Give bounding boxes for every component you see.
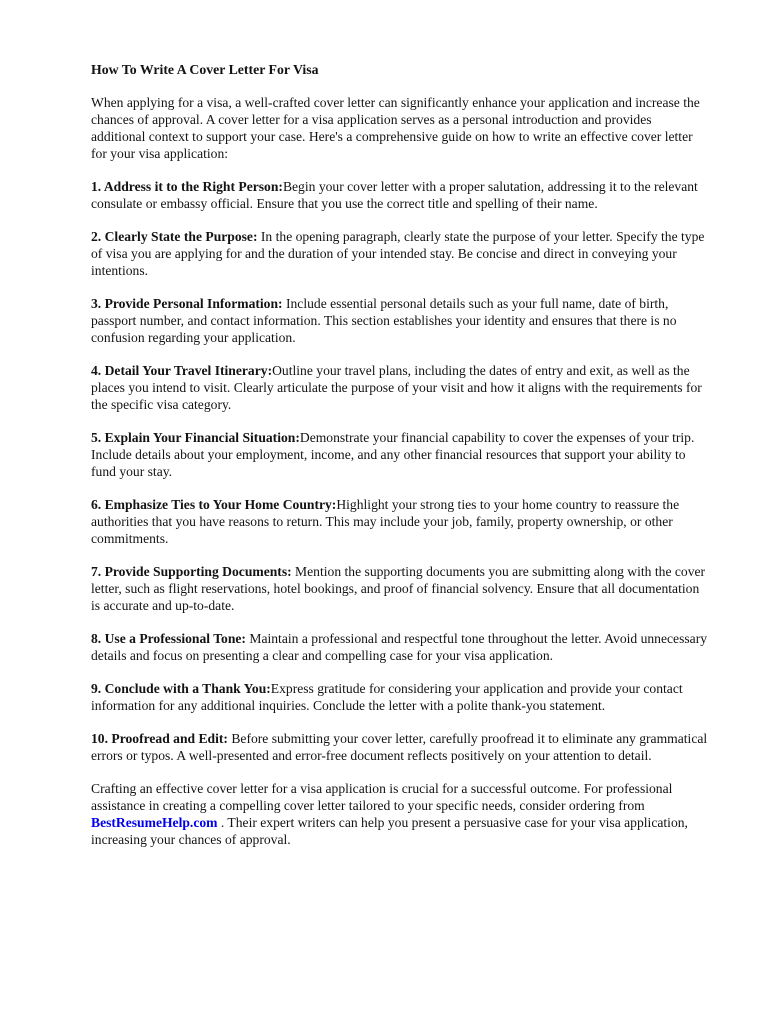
closing-paragraph — [91, 780, 709, 848]
section-paragraph-3 — [91, 295, 709, 346]
section-1-heading: 1. Address it to the Right Person: — [91, 179, 283, 194]
section-paragraph-4 — [91, 362, 709, 413]
section-2-heading: 2. Clearly State the Purpose: — [91, 229, 258, 244]
section-7-heading: 7. Provide Supporting Documents: — [91, 564, 292, 579]
section-9-text: Express gratitude for considering your application and provide your contact information for any additional inquiries. Conclude the letter with a polite thank-you statement. — [91, 681, 683, 713]
section-8-heading: 8. Use a Professional Tone: — [91, 631, 246, 646]
section-5-heading: 5. Explain Your Financial Situation: — [91, 430, 300, 445]
closing-text-before: Crafting an effective cover letter for a visa application is crucial for a successful outcome. For professional assistance in creating a compelling cover letter tailored to your specific needs, consider ordering from — [91, 781, 673, 813]
document-title: How To Write A Cover Letter For Visa — [91, 62, 319, 77]
section-paragraph-7 — [91, 563, 709, 614]
section-10-heading: 10. Proofread and Edit: — [91, 731, 228, 746]
section-10-text: Before submitting your cover letter, carefully proofread it to eliminate any grammatical errors or typos. A well-presented and error-free document reflects positively on your attention to detail. — [91, 731, 708, 763]
closing-text-after: . Their expert writers can help you present a persuasive case for your visa application, increasing your chances of approval. — [91, 815, 688, 847]
section-1-text: Begin your cover letter with a proper salutation, addressing it to the relevant consulate or embassy official. Ensure that you use the correct title and spelling of their name. — [91, 179, 698, 211]
section-6-heading: 6. Emphasize Ties to Your Home Country: — [91, 497, 337, 512]
section-paragraph-6 — [91, 496, 709, 547]
section-paragraph-5 — [91, 429, 709, 480]
section-9-heading: 9. Conclude with a Thank You: — [91, 681, 271, 696]
section-paragraph-10 — [91, 730, 709, 764]
section-6-text: Highlight your strong ties to your home country to reassure the authorities that you have reasons to return. This may include your job, family, property ownership, or other commitments. — [91, 497, 680, 546]
section-paragraph-9 — [91, 680, 709, 714]
section-8-text: Maintain a professional and respectful tone throughout the letter. Avoid unnecessary details and focus on presenting a clear and compelling case for your visa application. — [91, 631, 708, 663]
section-7-text: Mention the supporting documents you are submitting along with the cover letter, such as flight reservations, hotel bookings, and proof of financial solvency. Ensure that all documentation is accurate and up-to-date. — [91, 564, 706, 613]
section-4-text: Outline your travel plans, including the dates of entry and exit, as well as the places you intend to visit. Clearly articulate the purpose of your visit and how it aligns with the requirements for the specific visa category. — [91, 363, 702, 412]
section-3-text: Include essential personal details such as your full name, date of birth, passport number, and contact information. This section establishes your identity and ensures that there is no confusion regarding your application. — [91, 296, 677, 345]
section-4-heading: 4. Detail Your Travel Itinerary: — [91, 363, 273, 378]
section-3-heading: 3. Provide Personal Information: — [91, 296, 283, 311]
section-5-text: Demonstrate your financial capability to cover the expenses of your trip. Include details about your employment, income, and any other financial resources that support your ability to fund your stay. — [91, 430, 695, 479]
intro-paragraph: When applying for a visa, a well-crafted cover letter can significantly enhance your application and increase the chances of approval. A cover letter for a visa application serves as a personal introduction and provides additional context to support your case. Here's a comprehensive guide on how to write an effective cover letter for your visa application: — [91, 95, 700, 161]
section-paragraph-2 — [91, 228, 709, 279]
section-paragraph-8 — [91, 630, 709, 664]
bestresumehelp-link[interactable]: BestResumeHelp.com — [91, 815, 218, 830]
section-2-text: In the opening paragraph, clearly state the purpose of your letter. Specify the type of visa you are applying for and the duration of your intended stay. Be concise and direct in conveying your intentions. — [91, 229, 705, 278]
section-paragraph-1 — [91, 178, 709, 212]
